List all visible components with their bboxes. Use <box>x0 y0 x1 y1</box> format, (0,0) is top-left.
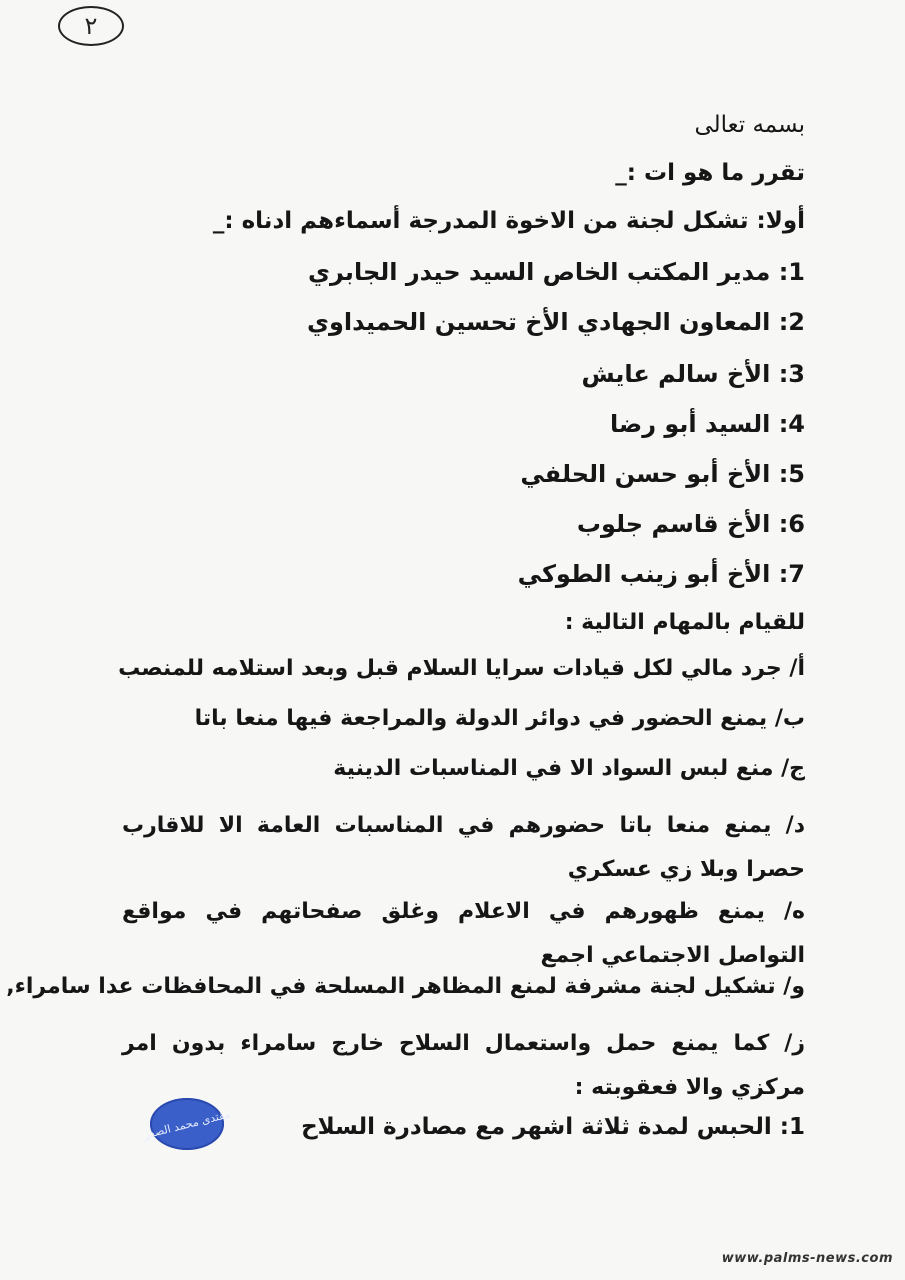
page-number-circle <box>58 6 124 46</box>
member-item: 6: الأخ قاسم جلوب <box>576 510 805 538</box>
task-item: و/ تشكيل لجنة مشرفة لمنع المظاهر المسلحة في المحافظات عدا سامراء, <box>6 974 805 999</box>
watermark: www.palms-news.com <box>721 1251 893 1266</box>
task-item: ز/ كما يمنع حمل واستعمال السلاح خارج سامراء بدون امر مركزي والا فعقوبته : <box>122 1031 805 1100</box>
member-item: 3: الأخ سالم عايش <box>581 360 805 388</box>
task-item: ج/ منع لبس السواد الا في المناسبات الدينية <box>333 756 805 781</box>
decision-intro: تقرر ما هو ات :_ <box>615 160 805 186</box>
page-number: ٢ <box>84 12 98 40</box>
task-item: أ/ جرد مالي لكل قيادات سرايا السلام قبل وبعد استلامه للمنصب <box>118 656 805 681</box>
penalty-item: 1: الحبس لمدة ثلاثة اشهر مع مصادرة السلاح <box>301 1114 805 1140</box>
member-item: 5: الأخ أبو حسن الحلفي <box>520 460 805 488</box>
signature-seal <box>142 1098 232 1150</box>
first-clause: أولا: تشكل لجنة من الاخوة المدرجة أسماءهم ادناه :_ <box>212 208 805 234</box>
member-item: 1: مدير المكتب الخاص السيد حيدر الجابري <box>308 258 805 286</box>
member-item: 7: الأخ أبو زينب الطوكي <box>517 560 805 588</box>
seal-text: مقتدى محمد الصدر <box>142 1107 232 1141</box>
member-item: 2: المعاون الجهادي الأخ تحسين الحميداوي <box>306 308 805 336</box>
task-item: د/ يمنع منعا باتا حضورهم في المناسبات العامة الا للاقارب حصرا وبلا زي عسكري <box>122 813 805 882</box>
member-item: 4: السيد أبو رضا <box>610 410 805 438</box>
heading: بسمه تعالى <box>694 112 805 138</box>
tasks-intro: للقيام بالمهام التالية : <box>564 610 805 635</box>
task-item: ب/ يمنع الحضور في دوائر الدولة والمراجعة فيها منعا باتا <box>194 706 805 731</box>
task-item: ه/ يمنع ظهورهم في الاعلام وغلق صفحاتهم في مواقع التواصل الاجتماعي اجمع <box>122 899 805 968</box>
